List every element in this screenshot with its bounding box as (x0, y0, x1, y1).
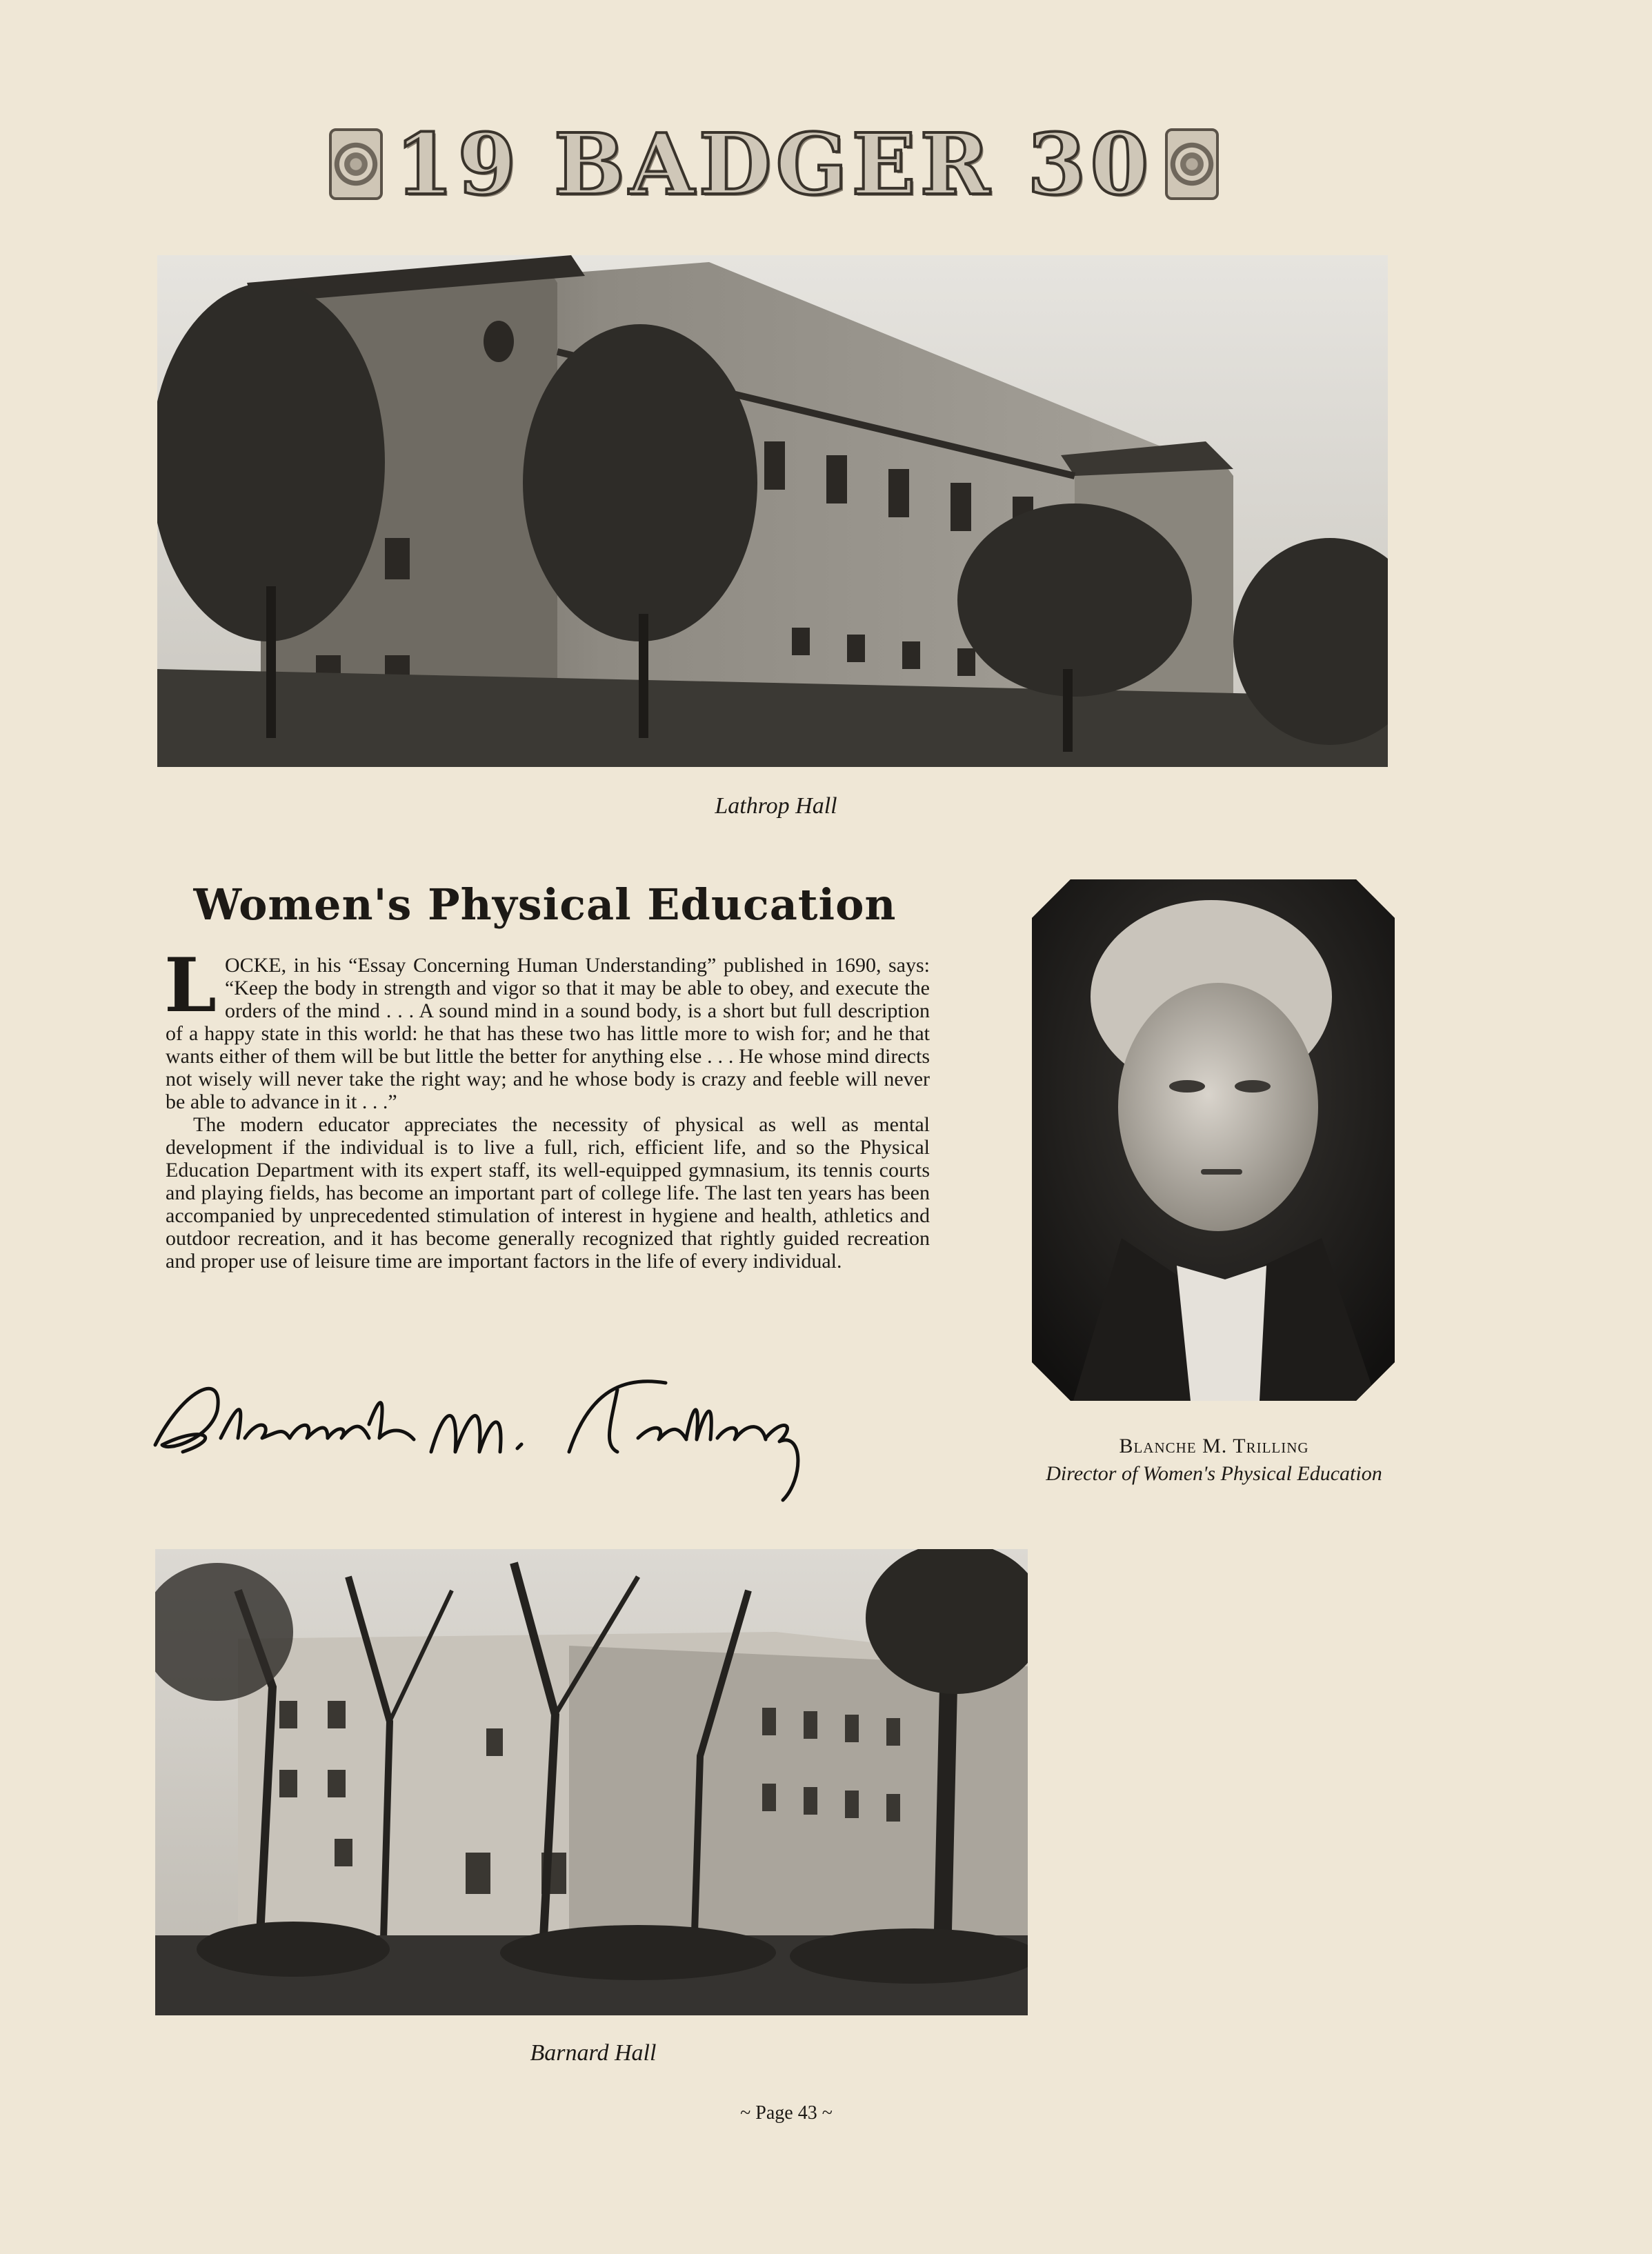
article-title: Women's Physical Education (193, 879, 897, 930)
masthead (153, 114, 1395, 214)
masthead-title: 19 BADGER 30 (395, 114, 1153, 214)
page-number: ~ Page 43 ~ (740, 2102, 833, 2124)
barnard-hall-photo (155, 1549, 1028, 2015)
drop-cap: L (164, 942, 217, 1029)
article-paragraph-1 (164, 942, 930, 1113)
right-ornament-icon (1165, 128, 1219, 200)
paragraph-1-text: OCKE, in his “Essay Concerning Human Understanding” published in 1690, says: “Keep the body in strength and vigor so that it may be able to obey, and execute the orders of the mind . . . A sound mind in a sound body, is a short but full description of a happy state in this world: he that has these two has little more to wish for; and he that wants either of them will be but little the better for anything else . . . He whose mind directs not wisely will never take the right way; and he whose body is crazy and feeble will never be able to advance in it . . .” (166, 954, 930, 1113)
signature-image (141, 1362, 969, 1514)
signature (141, 1362, 969, 1514)
article-body (164, 942, 930, 1273)
portrait-photo (1032, 879, 1395, 1401)
lathrop-hall-photo (157, 255, 1388, 767)
left-ornament-icon (329, 128, 383, 200)
lathrop-hall-caption: Lathrop Hall (715, 793, 837, 819)
barnard-hall-caption: Barnard Hall (530, 2040, 657, 2066)
director-name: Blanche M. Trilling (1119, 1435, 1309, 1457)
director-role: Director of Women's Physical Education (1046, 1462, 1382, 1485)
article-paragraph-2: The modern educator appreciates the necessity of physical as well as mental development if the individual is to live a full, rich, efficient life, and so the Physical Education Department with its expert staff, its well-equipped gymnasium, its tennis courts and playing fields, has become an important part of college life. The last ten years has been accompanied by unprecedented stimulation of interest in hygiene and health, athletics and outdoor recreation, and it has become generally recognized that rightly guided recreation and proper use of leisure time are important factors in the life of every individual. (166, 1113, 930, 1273)
